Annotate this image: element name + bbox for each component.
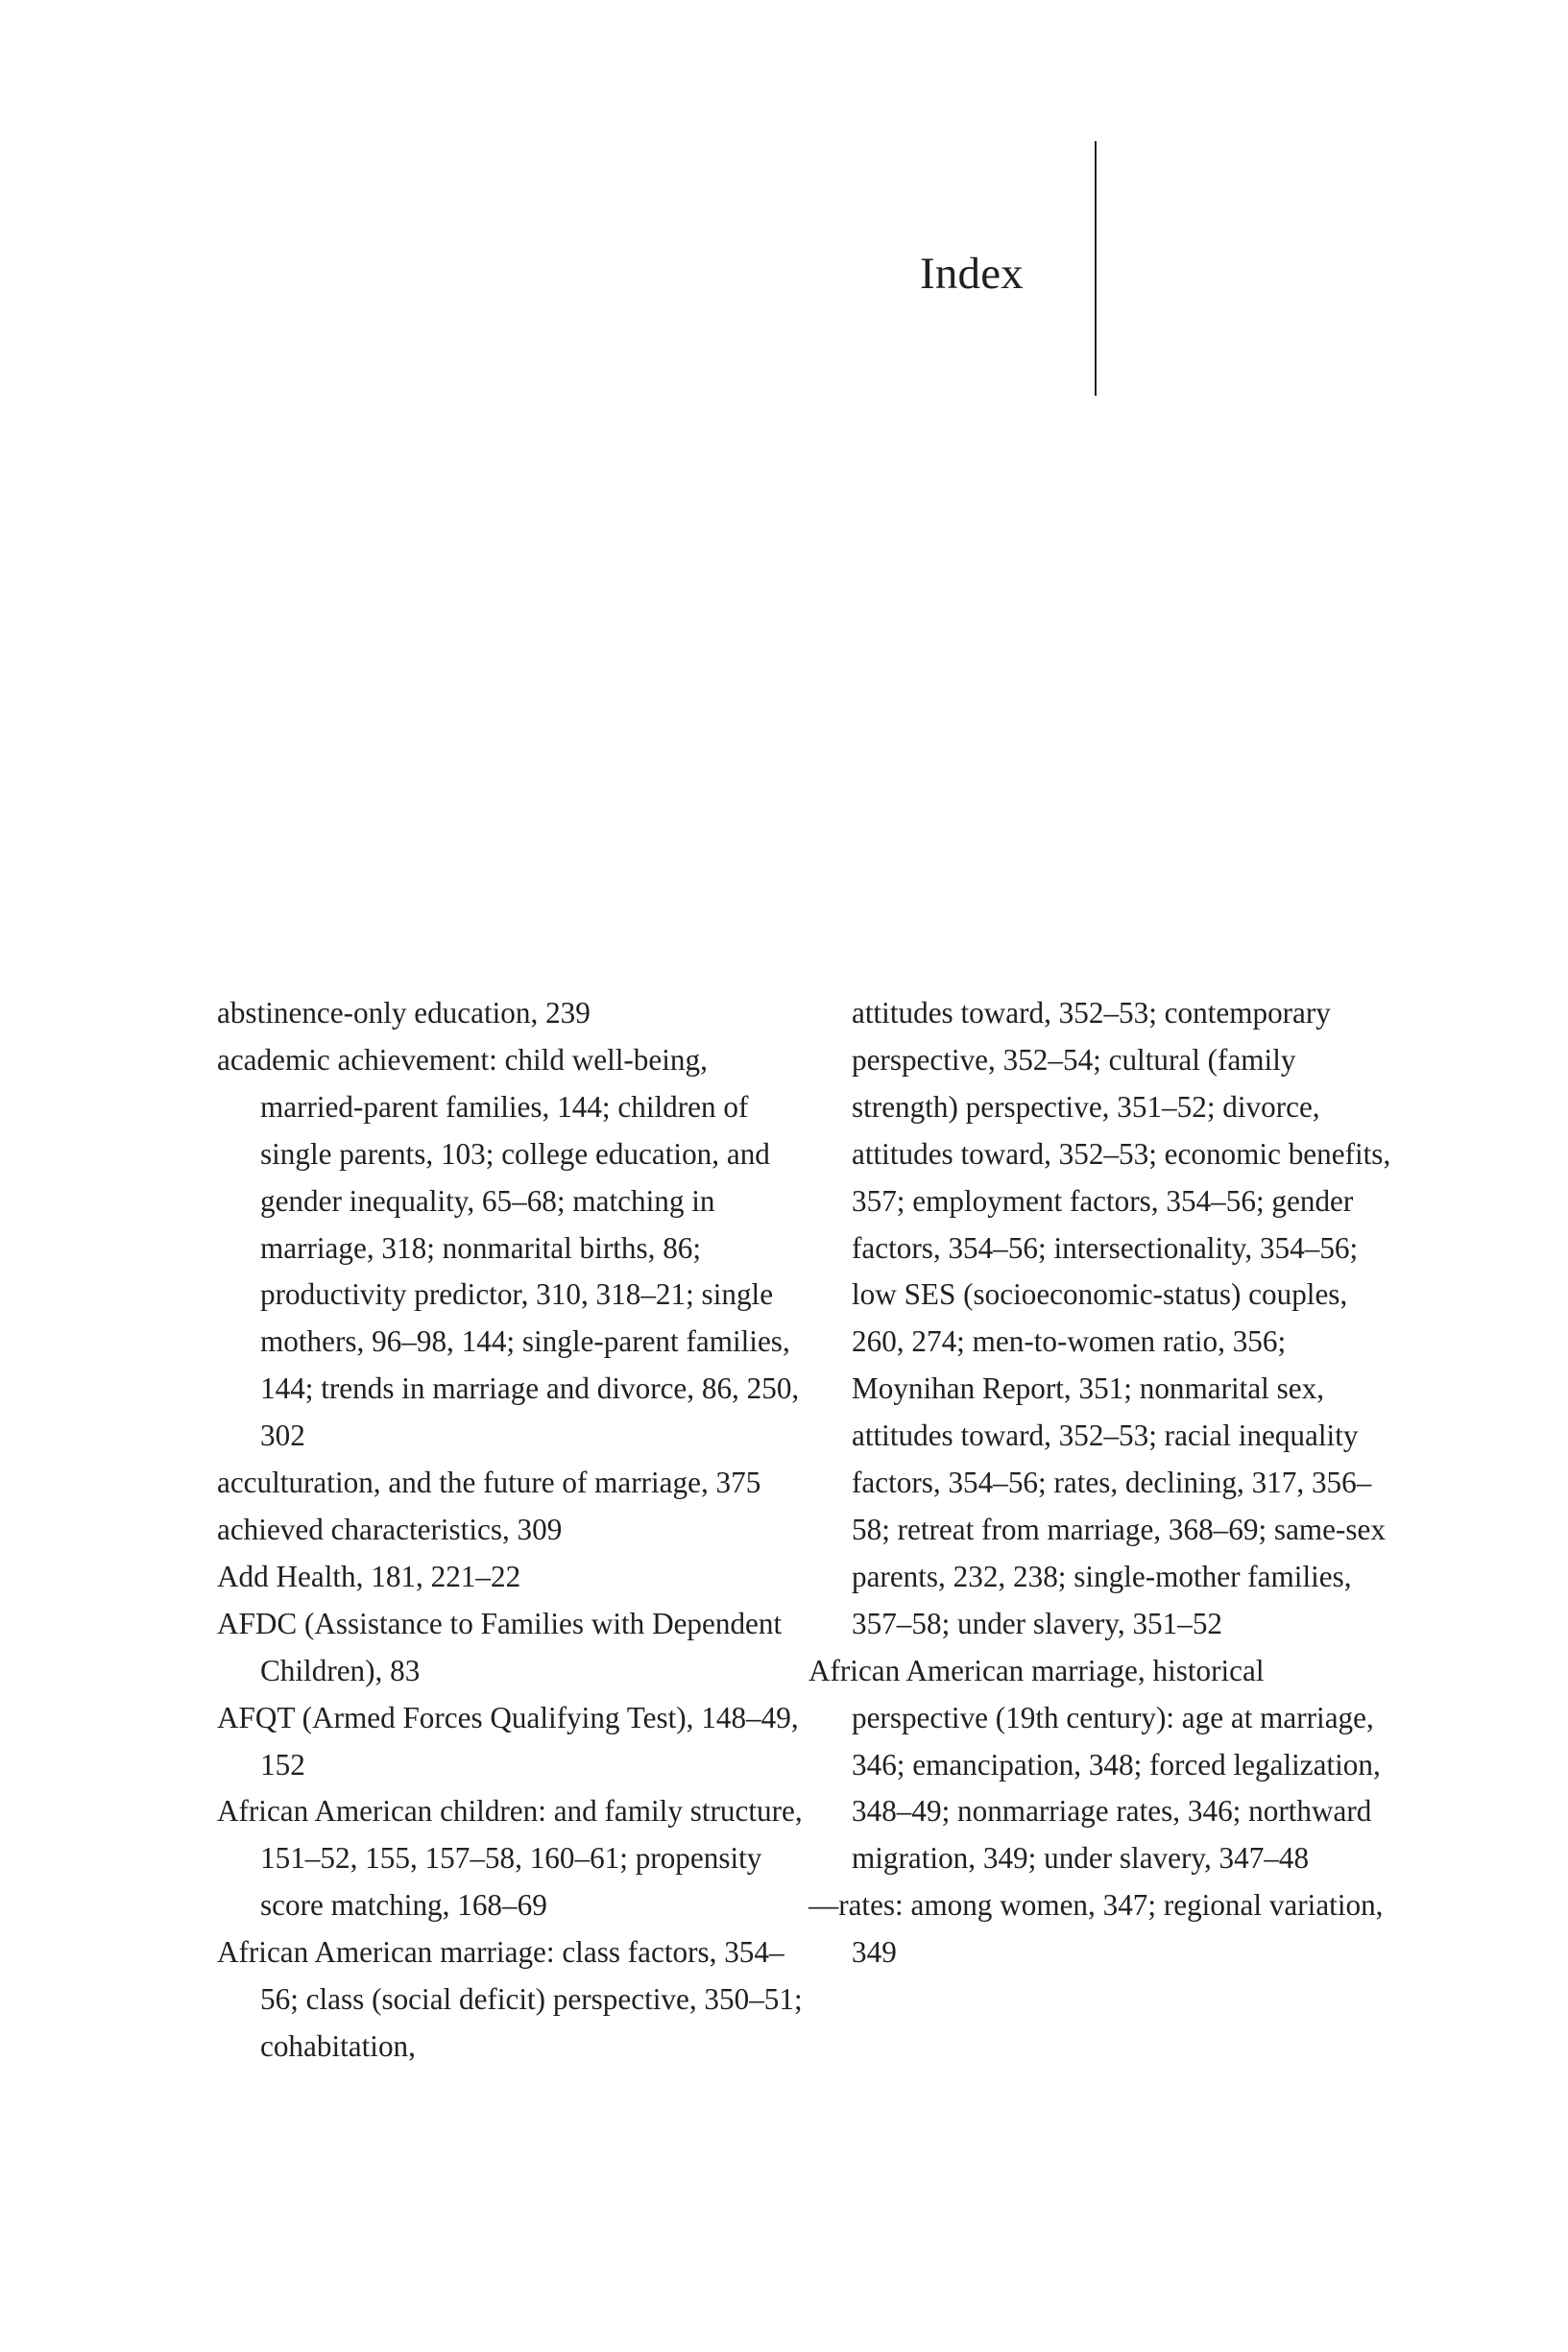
index-entry: achieved characteristics, 309 bbox=[217, 1512, 563, 1546]
index-entry: African American marriage, historical perspective (19th century): age at marriage, 346; emancipation, 348; forced legalization, 348–49; nonmarriage rates, 346; northward migration, 349; under slavery, 347–48 bbox=[808, 1653, 1381, 1876]
title-rule bbox=[1095, 141, 1097, 396]
index-column-left bbox=[217, 990, 812, 2071]
index-entry: African American marriage: class factors, 354–56; class (social deficit) perspective, 350–51; cohabitation, bbox=[217, 1935, 803, 2063]
index-subentry: —rates: among women, 347; regional variation, 349 bbox=[808, 1888, 1384, 1970]
index-entry: acculturation, and the future of marriage, 375 bbox=[217, 1466, 761, 1500]
index-column-right bbox=[808, 990, 1404, 1976]
page-title: Index bbox=[920, 249, 1025, 299]
index-entry: Add Health, 181, 221–22 bbox=[217, 1559, 521, 1593]
index-entry: abstinence-only education, 239 bbox=[217, 996, 591, 1030]
index-entry: African American children: and family structure, 151–52, 155, 157–58, 160–61; propensity score matching, 168–69 bbox=[217, 1794, 803, 1923]
index-entry: AFQT (Armed Forces Qualifying Test), 148–49, 152 bbox=[217, 1700, 799, 1782]
index-entry-continuation: attitudes toward, 352–53; contemporary perspective, 352–54; cultural (family strength) perspective, 351–52; divorce, attitudes toward, 352–53; economic benefits, 357; employment factors, 354–56; gender factors, 354–56; intersectionality, 354–56; low SES (socioeconomic-status) couples, 260, 274; men-to-women ratio, 356; Moynihan Report, 351; nonmarital sex, attitudes toward, 352–53; racial inequality factors, 354–56; rates, declining, 317, 356–58; retreat from marriage, 368–69; same-sex parents, 232, 238; single-mother families, 357–58; under slavery, 351–52 bbox=[852, 996, 1391, 1640]
index-entry: academic achievement: child well-being, married-parent families, 144; children of single parents, 103; college education, and gender inequality, 65–68; matching in marriage, 318; nonmarital births, 86; productivity predictor, 310, 318–21; single mothers, 96–98, 144; single-parent families, 144; trends in marriage and divorce, 86, 250, 302 bbox=[217, 1042, 800, 1453]
index-entry: AFDC (Assistance to Families with Dependent Children), 83 bbox=[217, 1606, 783, 1687]
